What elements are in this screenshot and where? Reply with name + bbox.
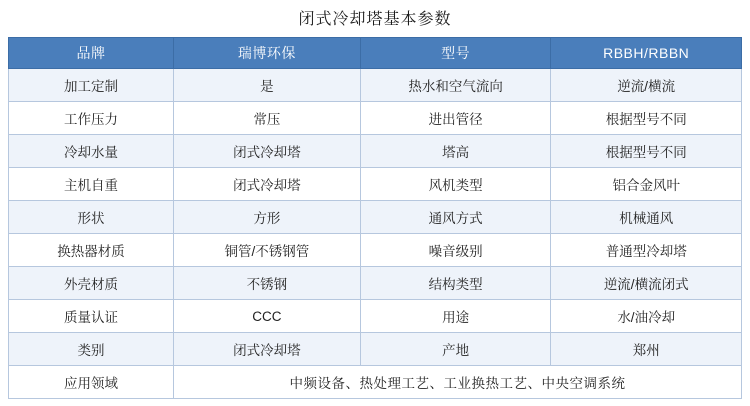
- cell-label: 形状: [9, 201, 174, 234]
- cell-label: 结构类型: [360, 267, 551, 300]
- column-header-model: 型号: [360, 38, 551, 69]
- cell-label: 冷却水量: [9, 135, 174, 168]
- cell-value: 闭式冷却塔: [173, 135, 360, 168]
- cell-value-application: 中频设备、热处理工艺、工业换热工艺、中央空调系统: [173, 366, 741, 399]
- table-row: [9, 69, 742, 102]
- table-row: [9, 168, 742, 201]
- cell-label: 进出管径: [360, 102, 551, 135]
- table-body: [9, 69, 742, 399]
- table-row: [9, 234, 742, 267]
- cell-label: 换热器材质: [9, 234, 174, 267]
- cell-value: 郑州: [551, 333, 742, 366]
- table-row: [9, 102, 742, 135]
- cell-value: 常压: [173, 102, 360, 135]
- table-row: [9, 300, 742, 333]
- cell-label: 类别: [9, 333, 174, 366]
- cell-value: 水/油冷却: [551, 300, 742, 333]
- cell-value: 闭式冷却塔: [173, 168, 360, 201]
- cell-label: 工作压力: [9, 102, 174, 135]
- cell-label: 主机自重: [9, 168, 174, 201]
- cell-value: 逆流/横流: [551, 69, 742, 102]
- cell-label: 用途: [360, 300, 551, 333]
- table-row: [9, 201, 742, 234]
- cell-value: 铝合金风叶: [551, 168, 742, 201]
- parameters-table: [8, 37, 742, 399]
- cell-value: 机械通风: [551, 201, 742, 234]
- table-header: [9, 38, 742, 69]
- cell-value: CCC: [173, 300, 360, 333]
- cell-value: 逆流/横流闭式: [551, 267, 742, 300]
- cell-label: 通风方式: [360, 201, 551, 234]
- cell-value: 根据型号不同: [551, 135, 742, 168]
- cell-label: 塔高: [360, 135, 551, 168]
- cell-value: 闭式冷却塔: [173, 333, 360, 366]
- cell-label: 产地: [360, 333, 551, 366]
- cell-value: 不锈钢: [173, 267, 360, 300]
- cell-value: 是: [173, 69, 360, 102]
- table-row: [9, 135, 742, 168]
- table-header-row: [9, 38, 742, 69]
- table-row-application: [9, 366, 742, 399]
- cell-value: 根据型号不同: [551, 102, 742, 135]
- cell-label: 外壳材质: [9, 267, 174, 300]
- cell-label: 噪音级别: [360, 234, 551, 267]
- page-title: 闭式冷却塔基本参数: [298, 11, 452, 28]
- cell-label: 质量认证: [9, 300, 174, 333]
- column-header-brand-value: 瑞博环保: [173, 38, 360, 69]
- cell-value: 方形: [173, 201, 360, 234]
- table-row: [9, 333, 742, 366]
- cell-label: 加工定制: [9, 69, 174, 102]
- cell-label: 热水和空气流向: [360, 69, 551, 102]
- column-header-model-value: RBBH/RBBN: [551, 38, 742, 69]
- table-container: [0, 37, 750, 399]
- column-header-brand: 品牌: [9, 38, 174, 69]
- cell-value: 普通型冷却塔: [551, 234, 742, 267]
- cell-label: 风机类型: [360, 168, 551, 201]
- table-row: [9, 267, 742, 300]
- cell-label-application: 应用领域: [9, 366, 174, 399]
- cell-value: 铜管/不锈钢管: [173, 234, 360, 267]
